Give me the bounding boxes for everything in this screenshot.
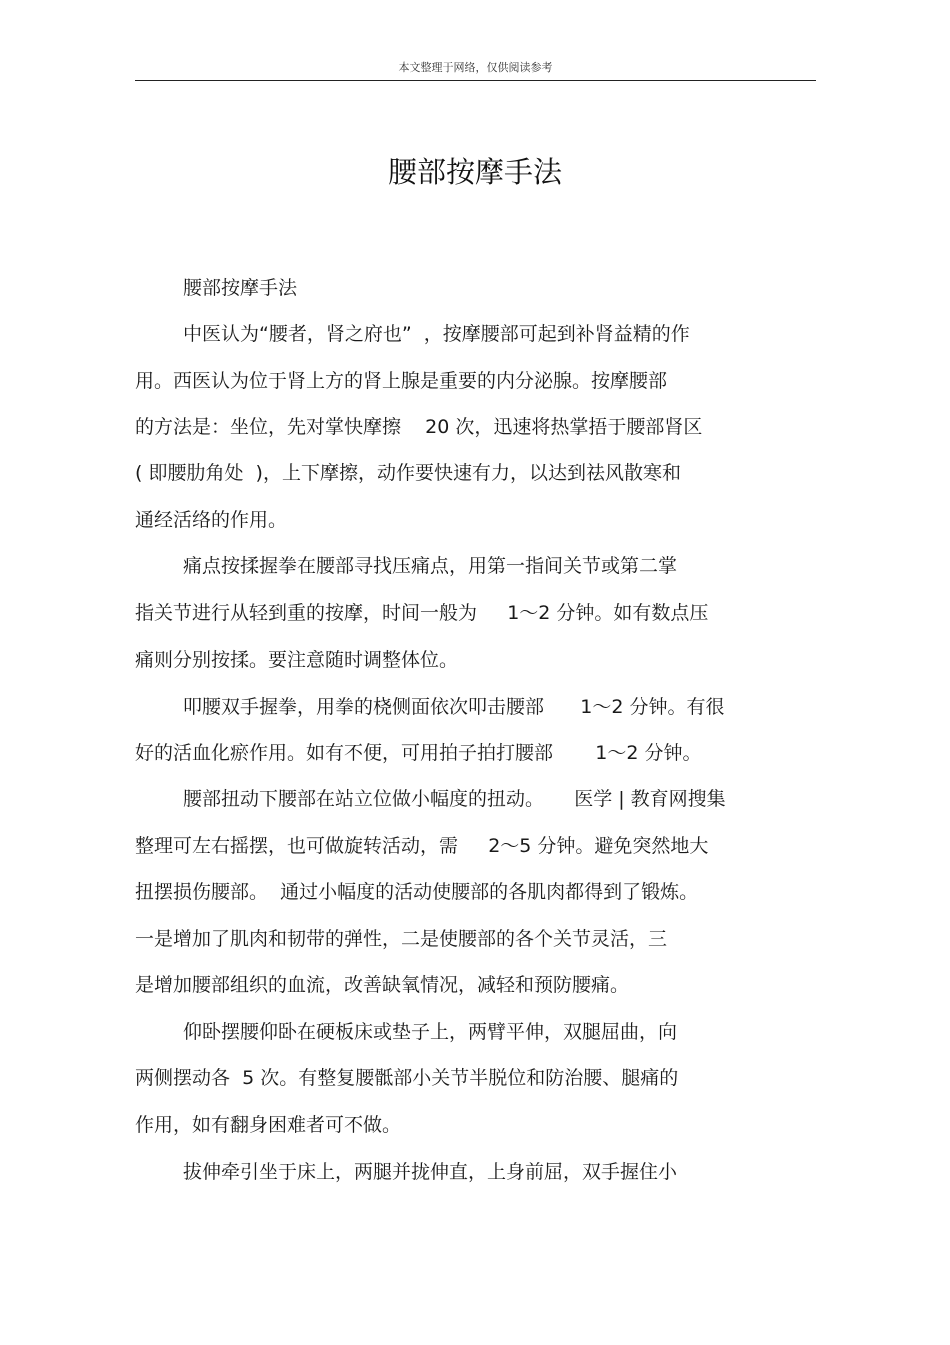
subtitle-line: 腰部按摩手法 (183, 277, 298, 299)
paragraph-line: ( 即腰肋角处 )，上下摩擦，动作要快速有力，以达到祛风散寒和 (135, 462, 681, 484)
paragraph-line: 整理可左右摇摆，也可做旋转活动，需 2～5 分钟。避免突然地大 (135, 835, 709, 857)
paragraph-line: 中医认为“腰者，肾之府也” ，按摩腰部可起到补肾益精的作 (183, 323, 690, 345)
paragraph-line: 扭摆损伤腰部。 通过小幅度的活动使腰部的各肌肉都得到了锻炼。 (135, 881, 699, 903)
paragraph-line: 叩腰双手握拳，用拳的桡侧面依次叩击腰部 1～2 分钟。有很 (183, 696, 725, 718)
paragraph-line: 痛则分别按揉。要注意随时调整体位。 (135, 649, 459, 671)
paragraph-line: 是增加腰部组织的血流，改善缺氧情况，减轻和预防腰痛。 (135, 974, 630, 996)
paragraph-line: 拔伸牵引坐于床上，两腿并拢伸直，上身前屈，双手握住小 (183, 1161, 678, 1183)
paragraph-line: 一是增加了肌肉和韧带的弹性，二是使腰部的各个关节灵活，三 (135, 928, 668, 950)
paragraph-line: 的方法是：坐位，先对掌快摩擦 20 次，迅速将热掌捂于腰部肾区 (135, 416, 703, 438)
header-text: 本文整理于网络，仅供阅读参考 (398, 61, 553, 74)
paragraph-line: 通经活络的作用。 (135, 509, 288, 531)
paragraph-line: 用。西医认为位于肾上方的肾上腺是重要的内分泌腺。按摩腰部 (135, 370, 668, 392)
paragraph-line: 作用，如有翻身困难者可不做。 (135, 1114, 402, 1136)
paragraph-line: 痛点按揉握拳在腰部寻找压痛点，用第一指间关节或第二掌 (183, 555, 678, 577)
paragraph-line: 两侧摆动各 5 次。有整复腰骶部小关节半脱位和防治腰、腿痛的 (135, 1067, 679, 1089)
paragraph-line: 仰卧摆腰仰卧在硬板床或垫子上，两臂平伸，双腿屈曲，向 (183, 1021, 678, 1043)
paragraph-line: 指关节进行从轻到重的按摩，时间一般为 1～2 分钟。如有数点压 (135, 602, 709, 624)
paragraph-line: 腰部扭动下腰部在站立位做小幅度的扭动。 医学 | 教育网搜集 (183, 788, 726, 810)
document-title: 腰部按摩手法 (387, 155, 562, 189)
paragraph-line: 好的活血化瘀作用。如有不便，可用拍子拍打腰部 1～2 分钟。 (135, 742, 702, 764)
page-header (135, 58, 816, 81)
